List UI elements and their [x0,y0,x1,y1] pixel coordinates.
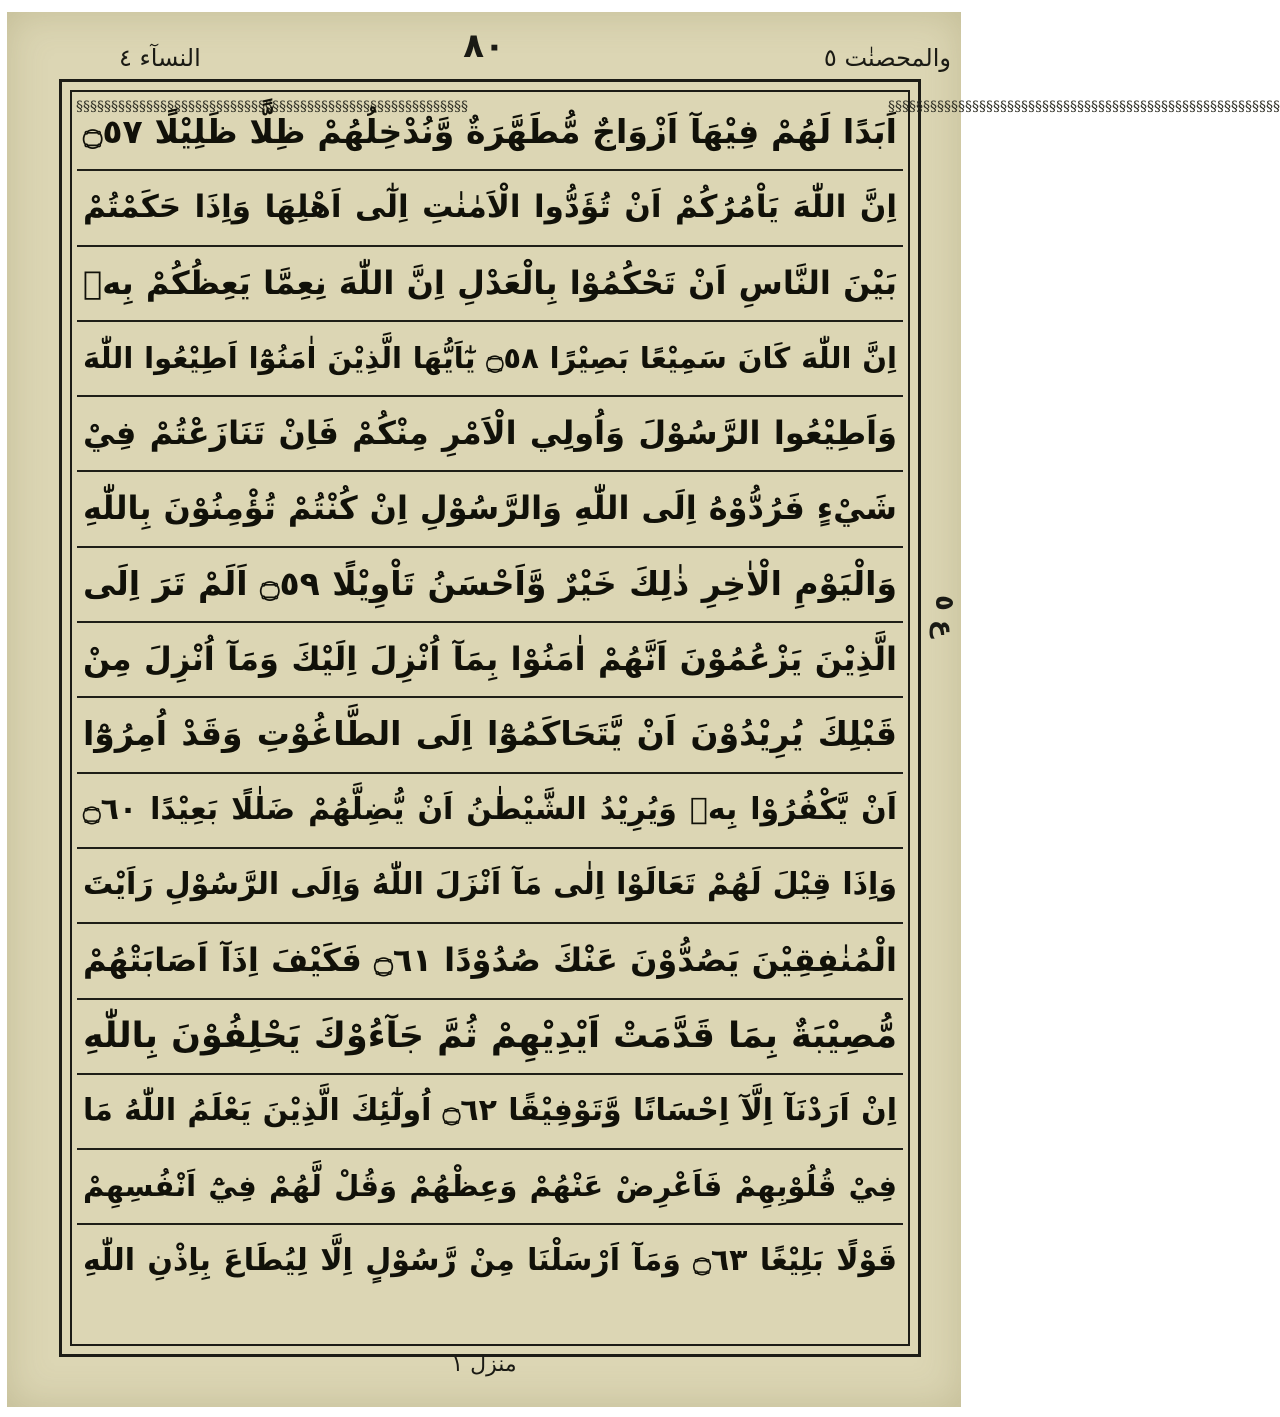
verse-line-13: مُّصِيْبَةٌ بِمَا قَدَّمَتْ اَيْدِيْهِمْ ثُمَّ جَآءُوْكَ يَحْلِفُوْنَ بِاللّٰهِ [77,1000,903,1075]
page-number: ٨٠ [463,26,505,66]
verse-line-15: فِيْ قُلُوْبِهِمْ فَاَعْرِضْ عَنْهُمْ وَعِظْهُمْ وَقُلْ لَّهُمْ فِيْٓ اَنْفُسِهِمْ [77,1150,903,1225]
verse-line-1: اَبَدًا لَهُمْ فِيْهَآ اَزْوَاجٌ مُّطَهَّرَةٌ وَّنُدْخِلُهُمْ ظِلًّا ظَلِيْلًا ۝٥٧ [77,96,903,171]
ruku-marker: ع ٥ [929,595,959,638]
verse-line-9: قَبْلِكَ يُرِيْدُوْنَ اَنْ يَّتَحَاكَمُوْٓا اِلَى الطَّاغُوْتِ وَقَدْ اُمِرُوْٓا [77,698,903,773]
verse-line-8: الَّذِيْنَ يَزْعُمُوْنَ اَنَّهُمْ اٰمَنُوْا بِمَآ اُنْزِلَ اِلَيْكَ وَمَآ اُنْزِلَ مِنْ [77,623,903,698]
page-header [7,26,961,76]
verse-line-5: وَاَطِيْعُوا الرَّسُوْلَ وَاُولِي الْاَمْرِ مِنْكُمْ فَاِنْ تَنَازَعْتُمْ فِيْ [77,397,903,472]
verse-line-12: الْمُنٰفِقِيْنَ يَصُدُّوْنَ عَنْكَ صُدُوْدًا ۝٦١ فَكَيْفَ اِذَآ اَصَابَتْهُمْ [77,924,903,999]
mushaf-page [7,12,1280,1407]
verse-line-10: اَنْ يَّكْفُرُوْا بِهٖ وَيُرِيْدُ الشَّيْطٰنُ اَنْ يُّضِلَّهُمْ ضَلٰلًا بَعِيْدًا ۝٦٠ [77,774,903,849]
verse-line-2: اِنَّ اللّٰهَ يَاْمُرُكُمْ اَنْ تُؤَدُّوا الْاَمٰنٰتِ اِلٰٓى اَهْلِهَا وَاِذَا حَكَمْتُمْ [77,171,903,246]
right-border-ornament: §§§§§§§§§§§§§§§§§§§§§§§§§§§§§§§§§§§§§§§§§§§§§§§§§§§§§§§§ [888,99,1280,115]
verse-line-16: قَوْلًا بَلِيْغًا ۝٦٣ وَمَآ اَرْسَلْنَا مِنْ رَّسُوْلٍ اِلَّا لِيُطَاعَ بِاِذْنِ اللّٰهِ [83,1243,898,1279]
verse-line-3: بَيْنَ النَّاسِ اَنْ تَحْكُمُوْا بِالْعَدْلِ اِنَّ اللّٰهَ نِعِمَّا يَعِظُكُمْ بِهٖ [77,247,903,322]
left-border-ornament: §§§§§§§§§§§§§§§§§§§§§§§§§§§§§§§§§§§§§§§§§§§§§§§§§§§§§§§§ [76,99,468,115]
verse-line-14: اِنْ اَرَدْنَآ اِلَّآ اِحْسَانًا وَّتَوْفِيْقًا ۝٦٢ اُولٰٓئِكَ الَّذِيْنَ يَعْلَمُ اللّٰهُ مَا [77,1075,903,1150]
verse-line-11: وَاِذَا قِيْلَ لَهُمْ تَعَالَوْا اِلٰى مَآ اَنْزَلَ اللّٰهُ وَاِلَى الرَّسُوْلِ رَاَيْتَ [77,849,903,924]
manzil-footer: منزل ١ [451,1352,517,1377]
verse-line-6: شَيْءٍ فَرُدُّوْهُ اِلَى اللّٰهِ وَالرَّسُوْلِ اِنْ كُنْتُمْ تُؤْمِنُوْنَ بِاللّٰهِ [77,472,903,547]
juz-title: والمحصنٰت ٥ [823,44,951,72]
verse-line-7: وَالْيَوْمِ الْاٰخِرِ ذٰلِكَ خَيْرٌ وَّاَحْسَنُ تَاْوِيْلًا ۝٥٩ اَلَمْ تَرَ اِلَى [77,548,903,623]
text-body [77,96,903,1301]
surah-title: النسآء ٤ [119,44,201,72]
verse-line-4: اِنَّ اللّٰهَ كَانَ سَمِيْعًا بَصِيْرًا ۝٥٨ يٰٓاَيُّهَا الَّذِيْنَ اٰمَنُوْٓا اَطِيْعُوا اللّٰهَ [77,322,903,397]
